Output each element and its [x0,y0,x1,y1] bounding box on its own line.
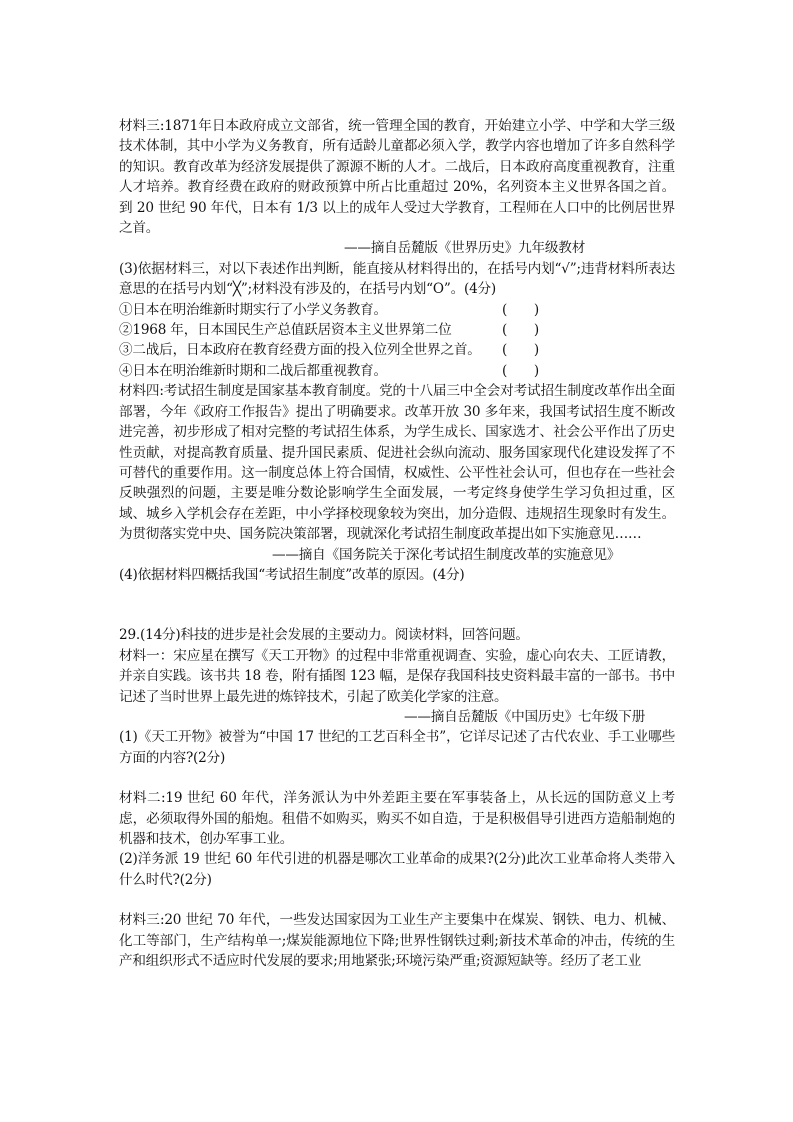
spacer [119,585,675,625]
judgment-item-1 [119,300,539,320]
q29-material-two: 材料二:19 世纪 60 年代，洋务派认为中外差距主要在军事装备上，从长远的国防意义上考虑，必须取得外国的船炮。租借不如购买，购买不如自造，于是积极倡导引进西方造船制炮的机器和技术，创办军事工业。 [119,790,675,847]
judgment-item-4 [119,361,539,381]
judgment-item-text: ③二战后，日本政府在教育经费方面的投入位列全世界之首。 [119,342,481,359]
question-four-prompt: (4)依据材料四概括我国“考试招生制度”改革的原因。(4分) [119,566,465,583]
answer-bracket: ( ) [502,322,539,339]
material-four-paragraph: 材料四:考试招生制度是国家基本教育制度。党的十八届三中全会对考试招生制度改革作出全面部署，今年《政府工作报告》提出了明确要求。改革开放 30 多年来，我国考试招生度不断改进完善，初步形成了相对完整的考试招生体系，为学生成长、国家选才、社会公平作出了历史性贡献，对提高教育质量、提升国民素质、促进社会纵向流动、服务国家现代化建设发挥了不可替代的重要作用。这一制度总体上符合国情，权威性、公平性社会认可，但也存在一些社会反映强烈的问题，主要是唯分数论影响学生全面发展，一考定终身使学生学习负担过重，区域、城乡入学机会存在差距，中小学择校现象较为突出，加分造假、违规招生现象时有发生。为贯彻落实党中央、国务院决策部署，现就深化考试招生制度政革提出如下实施意见…… [119,383,675,543]
material-four-source: ——摘自《国务院关于深化考试招生制度改革的实施意见》 [272,546,621,563]
q29-material-three: 材料三:20 世纪 70 年代，一些发达国家因为工业生产主要集中在煤炭、钢铁、电力、机械、化工等部门，生产结构单一;煤炭能源地位下降;世界性钢铁过剩;新技术革命的冲击，传统的生产和组织形式不适应时代发展的要求;用地紧张;环境污染严重;资源短缺等。经历了老工业 [119,912,675,970]
question-three-prompt: (3)依据材料三，对以下表述作出判断，能直接从材料得出的，在括号内划“√”;违背材料所表达意思的在括号内划“╳”;材料没有涉及的，在括号内划“O”。(4分) [119,260,675,298]
judgment-item-text: ④日本在明治维新时期和二战后都重视教育。 [119,362,387,379]
q29-material-one: 材料一：宋应星在撰写《天工开物》的过程中非常重视调查、实验，虚心向农夫、工匠请教，并亲自实践。该书共 18 卷，附有插图 123 幅，是保存我国科技史资料最丰富的一部书。书中记述了当时世界上最先进的炼锌技术，引起了欧美化学家的注意。 [119,647,675,705]
judgment-item-2 [119,320,539,340]
answer-bracket: ( ) [502,342,539,359]
material-three-source: ——摘自岳麓版《世界历史》九年级教材 [344,240,586,257]
spacer [119,890,675,910]
question-29-header: 29.(14分)科技的进步是社会发展的主要动力。阅读材料，回答问题。 [119,627,529,644]
answer-bracket: ( ) [502,362,539,379]
judgment-item-text: ②1968 年，日本国民生产总值跃居资本主义世界第二位 [119,322,452,339]
document-page [119,116,675,971]
q29-question-one: (1)《天工开物》被誉为“中国 17 世纪的工艺百科全书”，它详尽记述了古代农业、手工业哪些方面的内容?(2分) [119,729,675,766]
q29-question-two: (2)洋务派 19 世纪 60 年代引进的机器是哪次工业革命的成果?(2分)此次工业革命将人类带入什么时代?(2分) [119,851,675,888]
answer-bracket: ( ) [502,301,539,318]
q29-material-one-source: ——摘自岳麓版《中国历史》七年级下册 [404,708,646,725]
material-three-paragraph: 材料三:1871年日本政府成立文部省，统一管理全国的教育，开始建立小学、中学和大学三级技术体制，其中小学为义务教育，所有适龄儿童都必须入学，教学内容也增加了许多自然科学的知识。教育改革为经济发展提供了源源不断的人才。二战后，日本政府高度重视教育，注重人才培养。教育经费在政府的财政预算中所占比重超过 20%，名列资本主义世界各国之首。到 20 世纪 90 年代，日本有 1/3 以上的成年人受过大学教育，工程师在人口中的比例居世界之首。 [119,118,675,237]
judgment-item-text: ①日本在明治维新时期实行了小学义务教育。 [119,301,387,318]
spacer [119,768,675,788]
judgment-item-3 [119,340,539,360]
